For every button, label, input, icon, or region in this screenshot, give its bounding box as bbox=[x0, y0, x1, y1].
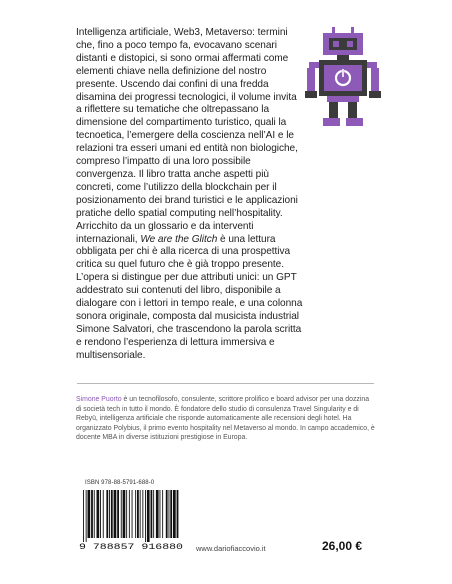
robot-icon bbox=[305, 27, 381, 127]
blurb-text-1: Intelligenza artificiale, Web3, Metaverso: termini che, fino a poco tempo fa, evocavano scenari distanti e distopici, si sono ormai affermati come elementi chiave nella definizione del nostro presente. Uscendo dai confini di una fredda disamina dei progressi tecnologici, il volume invita a riflettere su tematiche che oltrepassano la dimensione del compartimento turistico, quali la tecnoetica, l’emergere della coscienza nell’AI e le relazioni tra esseri umani ed entità non biologiche, compreso l’impatto di una loro possibile convergenza. Il libro tratta anche aspetti più concreti, come l’utilizzo della blockchain per il posizionamento dei brand turistici e le applicazioni pratiche dello spatial computing nell’hospitality. Arricchito da un glossario e da interventi internazionali, bbox=[76, 27, 298, 245]
section-divider bbox=[77, 383, 374, 384]
blurb-paragraph bbox=[76, 27, 304, 363]
barcode-digits: 9 788857 916880 bbox=[79, 543, 184, 550]
author-name: Simone Puorto bbox=[76, 396, 122, 403]
barcode bbox=[77, 490, 185, 550]
book-title-italic: We are the Glitch bbox=[140, 233, 218, 245]
price-label: 26,00 € bbox=[322, 539, 363, 553]
isbn-label: ISBN 978-88-5791-688-0 bbox=[85, 480, 155, 486]
barcode-bars bbox=[83, 490, 178, 542]
blurb-text-2: è una lettura obbligata per chi è alla ricerca di una prospettiva critica su quel futuro che è già troppo presente. L’opera si distingue per due attributi unici: un GPT addestrato sui contenuti del libro, disponibile a dialogare con i lettori in tempo reale, e una colonna sonora originale, composta dal musicista industrial Simone Salvatori, che trascendono la parola scritta e rendono l’esperienza di lettura immersiva e multisensoriale. bbox=[76, 233, 303, 361]
publisher-website[interactable]: www.dariofiaccovio.it bbox=[196, 544, 266, 553]
author-bio-paragraph bbox=[76, 395, 376, 443]
back-cover-blurb bbox=[76, 27, 304, 363]
author-bio-text: è un tecnofilosofo, consulente, scrittore prolifico e board advisor per una dozzina di società tech in tutto il mondo. È fondatore dello studio di consulenza Travel Singularity e di Rebyü, intelligenza artificiale che risponde automaticamente alle recensioni degli hotel. Ha organizzato Polybius, il primo evento hospitality nel Metaverso al mondo. In campo accademico, è docente MBA in diverse istituzioni prestigiose in Europa. bbox=[76, 396, 375, 441]
author-bio bbox=[76, 395, 376, 443]
